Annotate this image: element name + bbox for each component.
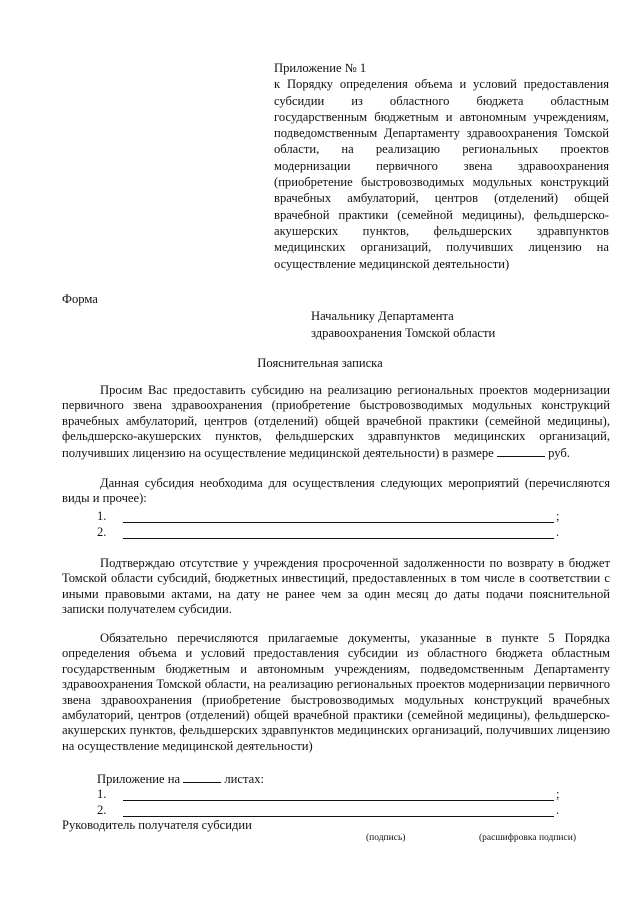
signatory-title: Руководитель получателя субсидии xyxy=(62,818,252,832)
attachment-item-1[interactable] xyxy=(97,787,567,803)
addressee-line-2: здравоохранения Томской области xyxy=(311,325,496,340)
request-paragraph xyxy=(62,383,610,461)
document-title: Пояснительная записка xyxy=(257,356,383,370)
request-text: Просим Вас предоставить субсидию на реализацию региональных проектов модернизации первичного звена здравоохранения (приобретение быстровозводимых модульных конструкций врачебных амбулаторий, центров (отделений) общей врачебной практики (семейной медицины), фельдшерско-акушерских пунктов, фельдшерских здравпунктов медицинских организаций, получивших лицензию на осуществление медицинской деятельности) в размере xyxy=(62,383,610,460)
signature-decode-label: (расшифровка подписи) xyxy=(479,833,576,843)
activity-number: 1. xyxy=(97,509,107,523)
appendix-body: к Порядку определения объема и условий предоставления субсидии из областного бюджета областным государственным бюджетным и автономным учреждениям, подведомственным Департаменту здравоохранения Томской области, на реализацию региональных проектов модернизации первичного звена здравоохранения (приобретение быстровозводимых модульных конструкций врачебных амбулаторий, центров (отделений) общей врачебной практики (семейной медицины), фельдшерско-акушерских пунктов, фельдшерских здравпунктов медицинских организаций, получивших лицензию на осуществление медицинской деятельности) xyxy=(274,77,609,271)
form-label: Форма xyxy=(62,292,98,306)
currency-unit: руб. xyxy=(548,445,570,460)
line-end-mark: . xyxy=(556,803,560,817)
appendix-title: Приложение № 1 xyxy=(274,61,367,75)
attachment-item-2[interactable] xyxy=(97,803,567,819)
fill-line[interactable] xyxy=(123,800,554,801)
attachment-number: 2. xyxy=(97,803,107,817)
fill-line[interactable] xyxy=(123,522,554,523)
fill-line[interactable] xyxy=(123,538,554,539)
addressee-line-1: Начальнику Департамента xyxy=(311,309,454,323)
line-end-mark: . xyxy=(556,525,560,539)
activity-number: 2. xyxy=(97,525,107,539)
addressee xyxy=(311,308,495,341)
activities-intro: Данная субсидия необходима для осуществления следующих мероприятий (перечисляются виды и прочее): xyxy=(62,476,610,506)
signature-label: (подпись) xyxy=(366,833,406,843)
attachment-prefix: Приложение на xyxy=(97,772,181,786)
line-end-mark: ; xyxy=(556,509,560,523)
attachment-suffix: листах: xyxy=(224,772,265,786)
line-end-mark: ; xyxy=(556,787,560,801)
attachment-line xyxy=(97,771,264,787)
documents-note-paragraph: Обязательно перечисляются прилагаемые документы, указанные в пункте 5 Порядка определения объема и условий предоставления субсидии из областного бюджета областным государственным бюджетным и автономным учреждениям, подведомственным Департаменту здравоохранения Томской области, на реализацию региональных проектов модернизации первичного звена здравоохранения (приобретение быстровозводимых модульных конструкций врачебных амбулаторий, центров (отделений) общей врачебной практики (семейной медицины), фельдшерско-акушерских пунктов, фельдшерских здравпунктов медицинских организаций, получивших лицензию на осуществление медицинской деятельности) xyxy=(62,631,610,753)
sheets-count-blank[interactable] xyxy=(183,771,221,783)
appendix-block xyxy=(274,60,609,272)
activity-line-1[interactable] xyxy=(97,509,567,525)
attachment-number: 1. xyxy=(97,787,107,801)
activity-line-2[interactable] xyxy=(97,525,567,541)
fill-line[interactable] xyxy=(123,816,554,817)
confirmation-paragraph: Подтверждаю отсутствие у учреждения просроченной задолженности по возврату в бюджет Томской области субсидий, бюджетных инвестиций, предоставленных в том числе в соответствии с иными правовыми актами, на дату не ранее чем за один месяц до даты подачи пояснительной записки получателем субсидии. xyxy=(62,556,610,617)
amount-blank[interactable] xyxy=(497,445,545,457)
